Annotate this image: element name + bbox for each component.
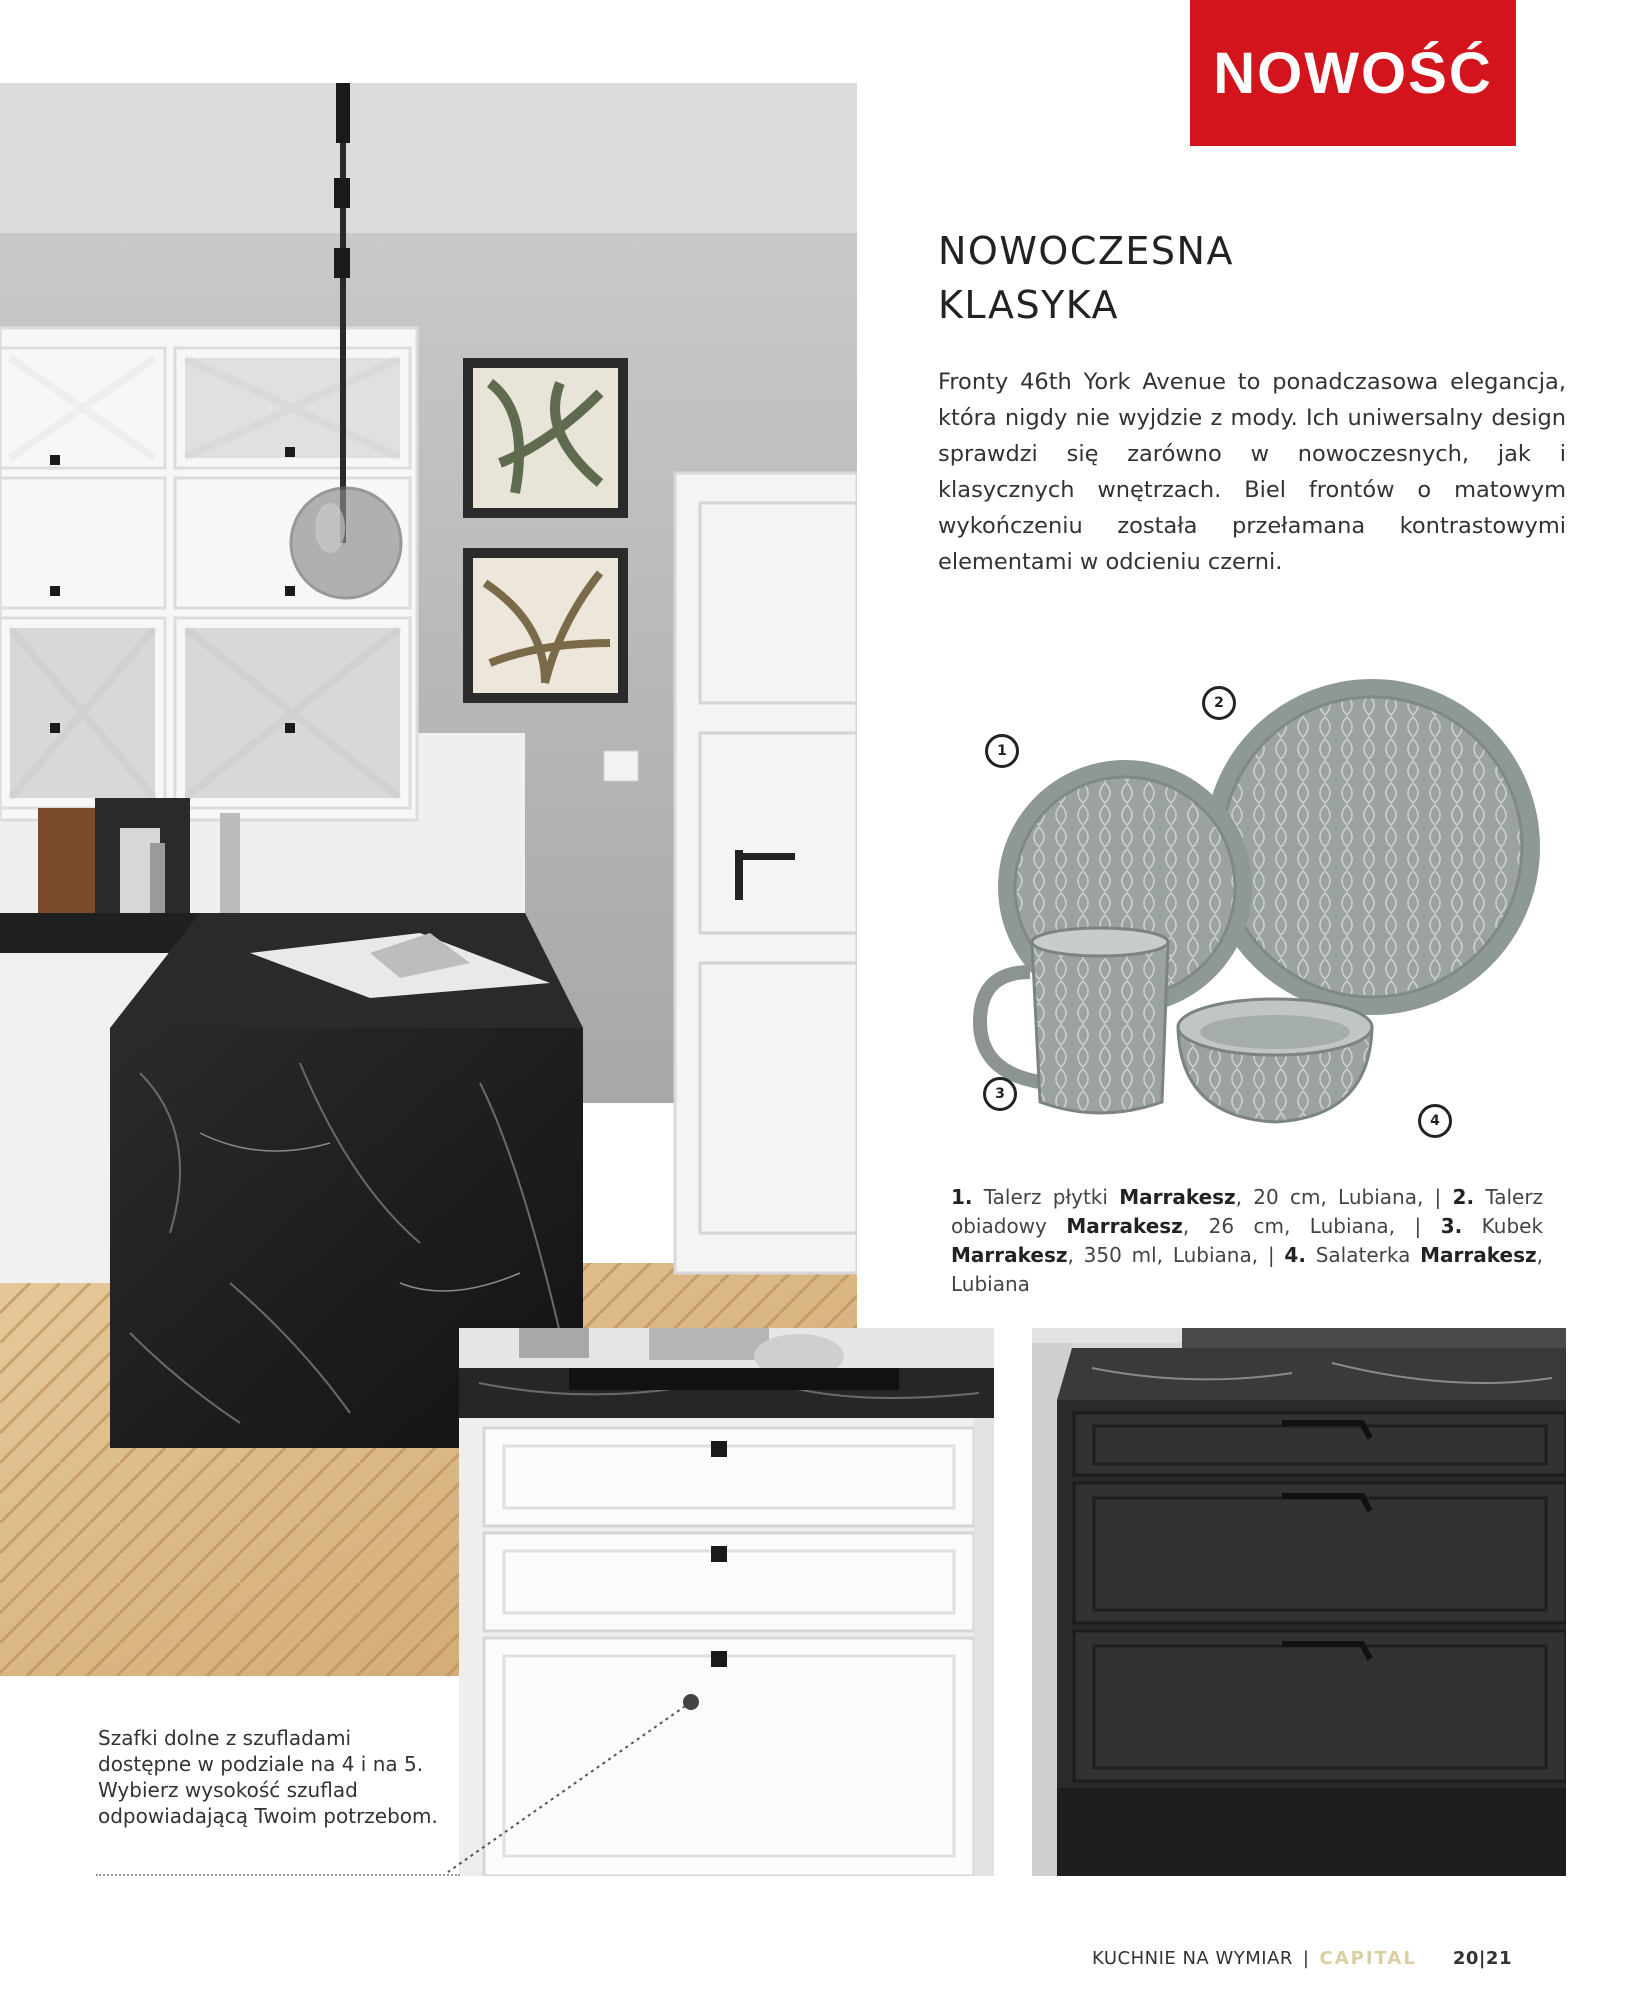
caption-pre-4: Salaterka [1315,1243,1411,1267]
caption-num-3: 3. [1440,1214,1463,1238]
caption-name-3: Marrakesz [951,1243,1068,1267]
item-marker-3: 3 [983,1077,1017,1111]
section-title-line-1: NOWOCZESNA [938,229,1234,273]
caption-name-2: Marrakesz [1066,1214,1183,1238]
item-marker-1: 1 [985,734,1019,768]
caption-pre-3: Kubek [1481,1214,1544,1238]
drawer-note: Szafki dolne z szufladami dostępne w podziale na 4 i na 5. Wybierz wysokość szuflad odpowiadającą Twoim potrzebom. [98,1726,438,1828]
caption-num-2: 2. [1452,1185,1475,1209]
item-marker-4: 4 [1418,1104,1452,1138]
caption-num-4: 4. [1284,1243,1306,1267]
caption-name-4: Marrakesz [1420,1243,1537,1267]
caption-post-4: , Lubiana [951,1243,1543,1296]
item-marker-2: 2 [1202,686,1236,720]
section-title [938,224,1498,332]
caption-name-1: Marrakesz [1119,1185,1236,1209]
pointer-dot [683,1694,699,1710]
page-footer [1092,1948,1512,1969]
black-drawers-photo [1032,1328,1566,1876]
tableware-caption [951,1183,1543,1299]
page-numbers: 20|21 [1452,1948,1512,1969]
caption-post-3: , 350 ml, Lubiana, | [1067,1243,1275,1267]
new-badge: NOWOŚĆ [1190,0,1516,146]
caption-pre-2: Talerz obiadowy [951,1185,1544,1238]
pointer-line [440,1700,700,1880]
caption-num-1: 1. [951,1185,973,1209]
section-title-line-2: KLASYKA [938,283,1120,327]
intro-paragraph: Fronty 46th York Avenue to ponadczasowa elegancja, która nigdy nie wyjdzie z mody. Ich uniwersalny design sprawdzi się zarówno w nowoczesnych, jak i klasycznych wnętrzach. Biel frontów o matowym wykończeniu została przełamana kontrastowymi elementami w odcieniu czerni. [938,369,1566,575]
note-divider [96,1874,460,1876]
footer-brand: CAPITAL [1319,1948,1417,1969]
caption-post-2: , 26 cm, Lubiana, | [1182,1214,1422,1238]
caption-pre-1: Talerz płytki [983,1185,1108,1209]
footer-section: KUCHNIE NA WYMIAR [1092,1948,1293,1969]
caption-post-1: , 20 cm, Lubiana, | [1235,1185,1442,1209]
tableware-set-image [940,672,1560,1152]
footer-separator: | [1302,1948,1310,1969]
